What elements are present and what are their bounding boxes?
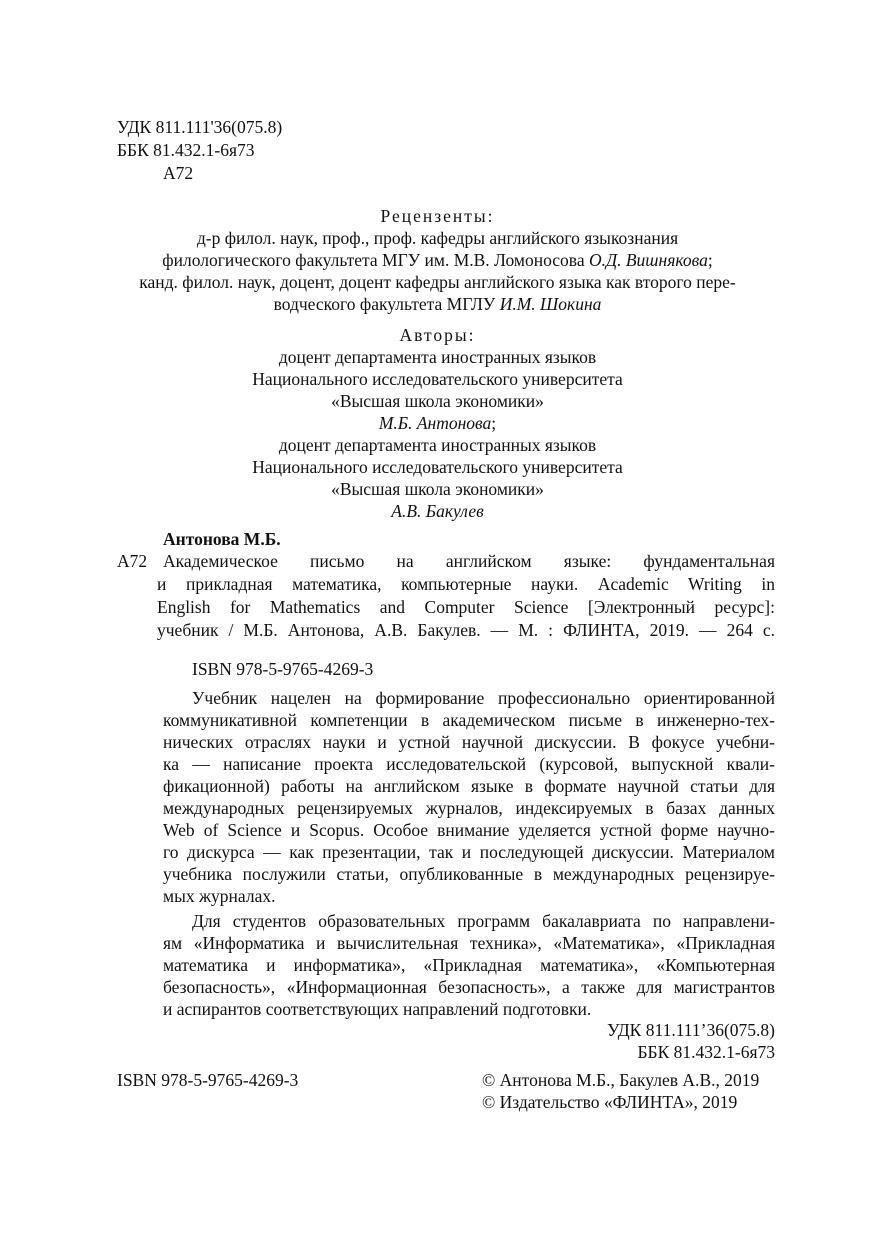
- entry-mark: А72: [117, 551, 148, 571]
- abstract-p1-line-3: нических отраслях науки и устной научной дискуссии. В фокусе учебни-: [163, 732, 775, 752]
- author-mark: А72: [163, 163, 194, 183]
- authors-heading: Авторы:: [399, 325, 476, 345]
- reviewer-2-line-2: [0, 293, 875, 315]
- reviewer-2-line-1: канд. филол. наук, доцент, доцент кафедры английского языка как второго пере-: [139, 272, 736, 292]
- abstract-p2-line-3: математика и информатика», «Прикладная математика», «Компьютерная: [163, 955, 775, 975]
- entry-line-4: учебник / М.Б. Антонова, А.В. Бакулев. — М. : ФЛИНТА, 2019. — 264 с.: [157, 620, 775, 640]
- entry-line-3: English for Mathematics and Computer Science [Электронный ресурс]:: [157, 597, 775, 617]
- footer-bbk: ББК 81.432.1-6я73: [637, 1042, 775, 1062]
- abstract-p1-line-10: мых журналах.: [163, 886, 276, 906]
- entry-author: Антонова М.Б.: [163, 529, 281, 549]
- copyright-authors: © Антонова М.Б., Бакулев А.В., 2019: [482, 1070, 760, 1090]
- footer-udk: УДК 811.111’36(075.8): [607, 1020, 775, 1040]
- entry-isbn: ISBN 978-5-9765-4269-3: [192, 659, 374, 679]
- entry-line-2: и прикладная математика, компьютерные науки. Academic Writing in: [157, 574, 775, 594]
- abstract-p1-line-7: Web of Science и Scopus. Особое внимание уделяется устной форме научно-: [163, 820, 775, 840]
- abstract-p1-line-1: Учебник нацелен на формирование профессионально ориентированной: [192, 688, 775, 708]
- author-1-line-1: доцент департамента иностранных языков: [278, 347, 597, 367]
- reviewer-1-line-2: [0, 249, 875, 271]
- author-1-name: М.Б. Антонова: [378, 413, 492, 433]
- abstract-p2-line-5: и аспирантов соответствующих направлений подготовки.: [163, 999, 592, 1019]
- author-2-line-1: доцент департамента иностранных языков: [278, 435, 597, 455]
- abstract-p2-line-2: ям «Информатика и вычислительная техника», «Математика», «Прикладная: [163, 933, 775, 953]
- abstract-p1-line-2: коммуникативной компетенции в академическом письме в инженерно-тех-: [163, 710, 775, 730]
- author-2-name: А.В. Бакулев: [391, 501, 484, 521]
- bbk-code: ББК 81.432.1-6я73: [117, 140, 255, 160]
- abstract-p1-line-5: фикационной) работы на английском языке в формате научной статьи для: [163, 776, 775, 796]
- abstract-p1-line-9: учебника послужили статьи, опубликованные в международных рецензируе-: [163, 864, 775, 884]
- reviewer-1-affiliation: филологического факультета МГУ им. М.В. Ломоносова: [162, 250, 589, 270]
- reviewer-2-affiliation: водческого факультета МГЛУ: [273, 294, 500, 314]
- separator: ;: [491, 413, 497, 433]
- reviewers-heading: Рецензенты:: [380, 206, 495, 226]
- reviewer-2-name: И.М. Шокина: [499, 294, 602, 314]
- reviewer-1-line-1: д-р филол. наук, проф., проф. кафедры английского языкознания: [196, 228, 679, 248]
- separator: ;: [707, 250, 713, 270]
- abstract-p2-line-4: безопасность», «Информационная безопасность», а также для магистрантов: [163, 977, 775, 997]
- copyright-publisher: © Издательство «ФЛИНТА», 2019: [482, 1092, 738, 1112]
- abstract-p1-line-6: международных рецензируемых журналов, индексируемых в базах данных: [163, 798, 775, 818]
- author-2-line-2: Национального исследовательского университета: [252, 457, 623, 477]
- udk-code: УДК 811.111'36(075.8): [117, 117, 283, 137]
- abstract-p1-line-8: го дискурса — как презентации, так и последующей дискуссии. Материалом: [163, 842, 775, 862]
- author-1-line-2: Национального исследовательского университета: [252, 369, 623, 389]
- author-2-line-3: «Высшая школа экономики»: [331, 479, 544, 499]
- footer-isbn: ISBN 978-5-9765-4269-3: [117, 1070, 299, 1090]
- abstract-p1-line-4: ка — написание проекта исследовательской (курсовой, выпускной квали-: [163, 754, 775, 774]
- author-1-line-3: «Высшая школа экономики»: [331, 391, 544, 411]
- author-1-name-line: [0, 412, 875, 434]
- entry-line-1: Академическое письмо на английском языке: фундаментальная: [163, 551, 775, 571]
- reviewer-1-name: О.Д. Вишнякова: [588, 250, 708, 270]
- abstract-p2-line-1: Для студентов образовательных программ бакалавриата по направлени-: [192, 911, 775, 931]
